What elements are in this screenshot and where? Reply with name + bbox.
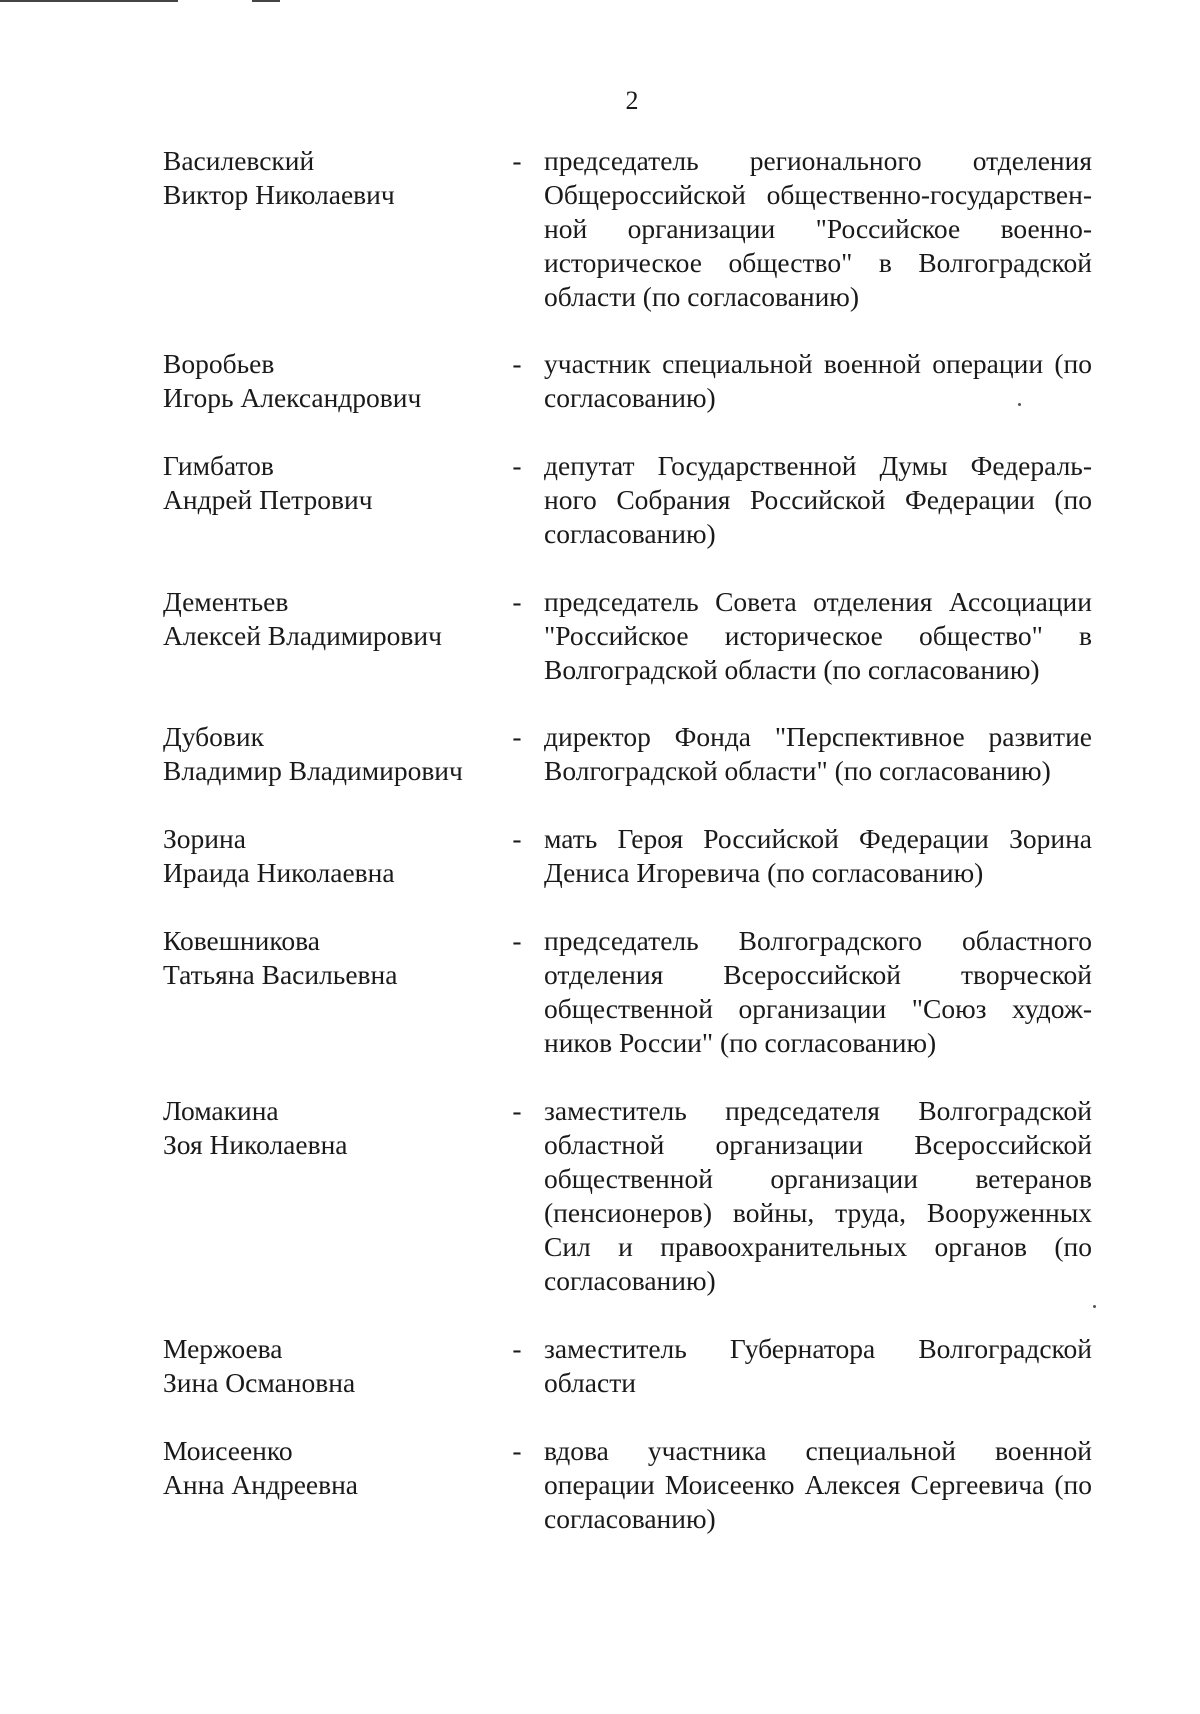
member-given-names: Ираида Николаевна xyxy=(163,857,395,888)
member-name xyxy=(163,924,503,992)
member-name xyxy=(163,585,503,653)
member-role: вдова участника специальной военной операции Моисеенко Алексея Сергеевича (по согласованию) xyxy=(544,1435,1092,1534)
member-name xyxy=(163,1094,503,1162)
scan-speck xyxy=(1018,403,1021,406)
dash-separator: - xyxy=(512,721,522,752)
member-name xyxy=(163,347,503,415)
member-surname: Дементьев xyxy=(163,586,289,617)
dash-separator: - xyxy=(512,823,522,854)
member-role: заместитель Губернатора Волгоградской области xyxy=(544,1333,1092,1398)
member-name xyxy=(163,144,503,212)
member-surname: Дубовик xyxy=(163,721,264,752)
dash-separator: - xyxy=(512,1435,522,1466)
member-given-names: Игорь Александрович xyxy=(163,382,422,413)
dash-separator: - xyxy=(512,450,522,481)
member-given-names: Анна Андреевна xyxy=(163,1469,359,1500)
member-name xyxy=(163,822,503,890)
member-given-names: Виктор Николаевич xyxy=(163,179,395,210)
member-role: заместитель председателя Волгоградской областной организации Всероссийской общественной организации ветеранов (пенсионеров) войны, труда, Вооруженных Сил и правоохранительных органов (по согласованию) xyxy=(544,1095,1092,1296)
member-name xyxy=(163,1332,503,1400)
scan-edge-mark xyxy=(0,0,178,2)
member-role: депутат Государственной Думы Федераль-ного Собрания Российской Федерации (по согласованию) xyxy=(544,450,1092,549)
member-name xyxy=(163,1434,503,1502)
dash-separator: - xyxy=(512,1333,522,1364)
member-role: председатель Волгоградского областного отделения Всероссийской творческой общественной организации "Союз худож-ников России" (по согласованию) xyxy=(544,925,1092,1058)
member-given-names: Зина Османовна xyxy=(163,1367,356,1398)
scan-speck xyxy=(1093,1305,1096,1308)
member-surname: Ломакина xyxy=(163,1095,279,1126)
member-name xyxy=(163,720,503,788)
member-surname: Гимбатов xyxy=(163,450,274,481)
member-surname: Моисеенко xyxy=(163,1435,293,1466)
member-role: директор Фонда "Перспективное развитие Волгоградской области" (по согласованию) xyxy=(544,721,1092,786)
member-given-names: Алексей Владимирович xyxy=(163,620,442,651)
member-given-names: Владимир Владимирович xyxy=(163,755,463,786)
scan-edge-mark xyxy=(252,0,280,2)
member-role: участник специальной военной операции (по согласованию) xyxy=(544,348,1092,413)
member-surname: Василевский xyxy=(163,145,315,176)
dash-separator: - xyxy=(512,145,522,176)
member-surname: Ковешникова xyxy=(163,925,320,956)
member-surname: Воробьев xyxy=(163,348,275,379)
member-given-names: Андрей Петрович xyxy=(163,484,373,515)
member-surname: Зорина xyxy=(163,823,246,854)
member-role: мать Героя Российской Федерации Зорина Дениса Игоревича (по согласованию) xyxy=(544,823,1092,888)
member-role: председатель регионального отделения Общероссийской общественно-государствен-ной организации "Российское военно-историческое общество" в Волгоградской области (по согласованию) xyxy=(544,145,1092,312)
member-role: председатель Совета отделения Ассоциации "Российское историческое общество" в Волгоградской области (по согласованию) xyxy=(544,586,1092,685)
dash-separator: - xyxy=(512,925,522,956)
member-surname: Мержоева xyxy=(163,1333,283,1364)
page-number: 2 xyxy=(625,86,639,115)
dash-separator: - xyxy=(512,1095,522,1126)
dash-separator: - xyxy=(512,348,522,379)
dash-separator: - xyxy=(512,586,522,617)
member-given-names: Татьяна Васильевна xyxy=(163,959,398,990)
member-given-names: Зоя Николаевна xyxy=(163,1129,348,1160)
member-name xyxy=(163,449,503,517)
